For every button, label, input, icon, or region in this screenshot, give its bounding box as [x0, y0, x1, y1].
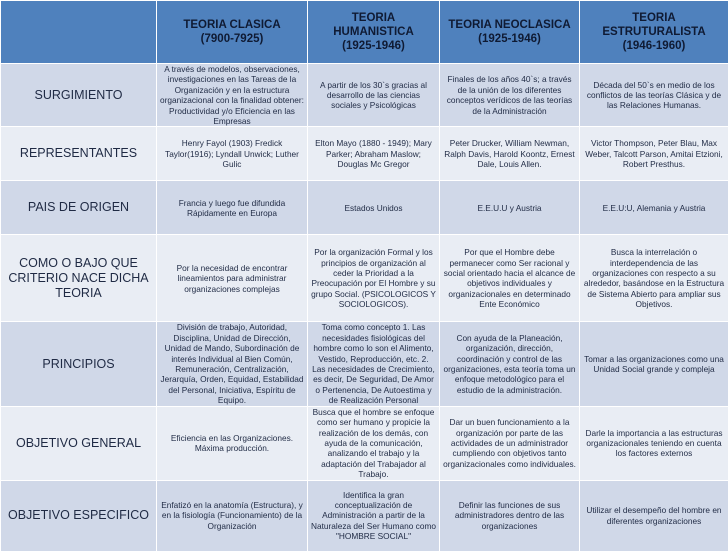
table-cell: Elton Mayo (1880 - 1949); Mary Parker; Abraham Maslow; Douglas Mc Gregor — [308, 127, 440, 181]
table-cell: Peter Drucker, William Newman, Ralph Davis, Harold Koontz, Ernest Dale, Louis Allen. — [440, 127, 580, 181]
row-label: OBJETIVO ESPECIFICO — [1, 480, 157, 551]
row-principios — [1, 322, 728, 406]
row-label: COMO O BAJO QUE CRITERIO NACE DICHA TEORIA — [1, 235, 157, 322]
table-cell: Década del 50`s en medio de los conflictos de las teorías Clásica y de las Relaciones Humanas. — [580, 64, 728, 127]
table-cell: Identifica la gran conceptualización de Administración a partir de la Naturaleza del Ser Humano como "HOMBRE SOCIAL" — [308, 480, 440, 551]
header-teoria-clasica — [157, 1, 308, 64]
table-cell: A través de modelos, observaciones, investigaciones en las Tareas de la Organización y en la estructura organizacional con la finalidad obtener: Productividad y/o Eficiencia en las Empresas — [157, 64, 308, 127]
table-cell: División de trabajo, Autoridad, Disciplina, Unidad de Dirección, Unidad de Mando, Subordinación de interés Individual al Bien Común, Remuneración, Centralización, Jerarquía, Orden, Equidad, Estabilidad del Personal, Iniciativa, Espíritu de Equipo. — [157, 322, 308, 406]
table-cell: Con ayuda de la Planeación, organización, dirección, coordinación y control de las organizaciones, esta teoría toma un enfoque metodológico para el estudio de la administración. — [440, 322, 580, 406]
table-cell: Tomar a las organizaciones como una Unidad Social grande y compleja — [580, 322, 728, 406]
row-representantes — [1, 127, 728, 181]
table-cell: Estados Unidos — [308, 181, 440, 235]
table-cell: Finales de los años 40`s; a través de la unión de los diferentes conceptos verídicos de las teorías de la Administración — [440, 64, 580, 127]
table-cell: Enfatizó en la anatomía (Estructura), y en la fisiología (Funcionamiento) de la Organización — [157, 480, 308, 551]
row-label: PAIS DE ORIGEN — [1, 181, 157, 235]
row-objetivo-especifico — [1, 480, 728, 551]
header-title: TEORIA NEOCLASICA — [443, 18, 576, 32]
table-cell: A partir de los 30`s gracias al desarrollo de las ciencias sociales y Psicológicas — [308, 64, 440, 127]
table-cell: Utilizar el desempeño del hombre en diferentes organizaciones — [580, 480, 728, 551]
row-label: OBJETIVO GENERAL — [1, 406, 157, 480]
table-cell: Busca la interrelación o interdependencia de las organizaciones con respecto a su alrededor, basándose en la Estructura de Sistema Abierto para ampliar sus Objetivos. — [580, 235, 728, 322]
header-title: TEORIA CLASICA — [160, 18, 304, 32]
row-label: REPRESENTANTES — [1, 127, 157, 181]
table-cell: Dar un buen funcionamiento a la organización por parte de las actividades de un administrador cumpliendo con objetivos tanto organizacionales como individuales. — [440, 406, 580, 480]
table-cell: Eficiencia en las Organizaciones. Máxima producción. — [157, 406, 308, 480]
header-title: TEORIA HUMANISTICA — [311, 11, 436, 39]
table-cell: Toma como concepto 1. Las necesidades fisiológicas del hombre como lo son el Alimento, Vestido, Reproducción, etc. 2. Las necesidades de Crecimiento, es decir, De Seguridad, De Amor o Pertenencia, De Autoestima y de Realización Personal — [308, 322, 440, 406]
row-label: PRINCIPIOS — [1, 322, 157, 406]
table-cell: Por la necesidad de encontrar lineamientos para administrar organizaciones complejas — [157, 235, 308, 322]
header-period: (7900-7925) — [160, 32, 304, 46]
row-pais-de-origen — [1, 181, 728, 235]
header-row — [1, 1, 728, 64]
table-cell: Busca que el hombre se enfoque como ser humano y propicie la realización de los demás, con ayuda de la comunicación, analizando el trabajo y la adaptación del Trabajador al Trabajo. — [308, 406, 440, 480]
header-period: (1925-1946) — [443, 32, 576, 46]
header-period: (1946-1960) — [583, 39, 725, 53]
header-period: (1925-1946) — [311, 39, 436, 53]
table-cell: Por que el Hombre debe permanecer como Ser racional y social orientado hacia el alcance de objetivos individuales y organizacionales en determinado Ente Económico — [440, 235, 580, 322]
header-title: TEORIA ESTRUTURALISTA — [583, 11, 725, 39]
header-corner — [1, 1, 157, 64]
header-teoria-humanistica — [308, 1, 440, 64]
table-cell: Francia y luego fue difundida Rápidamente en Europa — [157, 181, 308, 235]
header-teoria-estructuralista — [580, 1, 728, 64]
table-cell: Por la organización Formal y los principios de organización al ceder la Prioridad a la Preocupación por El Hombre y su grupo Social. (PSICOLOGICOS Y SOCIOLOGICOS). — [308, 235, 440, 322]
header-teoria-neoclasica — [440, 1, 580, 64]
table-cell: Definir las funciones de sus administradores dentro de las organizaciones — [440, 480, 580, 551]
row-label: SURGIMIENTO — [1, 64, 157, 127]
table-cell: E.E.U.U y Austria — [440, 181, 580, 235]
row-surgimiento — [1, 64, 728, 127]
table-cell: Victor Thompson, Peter Blau, Max Weber, Talcott Parson, Amitai Etzioni, Robert Presthus. — [580, 127, 728, 181]
row-objetivo-general — [1, 406, 728, 480]
table-cell: E.E.U:U, Alemania y Austria — [580, 181, 728, 235]
table-cell: Darle la importancia a las estructuras organizacionales teniendo en cuenta los factores externos — [580, 406, 728, 480]
row-como-nace — [1, 235, 728, 322]
table-cell: Henry Fayol (1903) Fredick Taylor(1916); Lyndall Unwick; Luther Gulic — [157, 127, 308, 181]
